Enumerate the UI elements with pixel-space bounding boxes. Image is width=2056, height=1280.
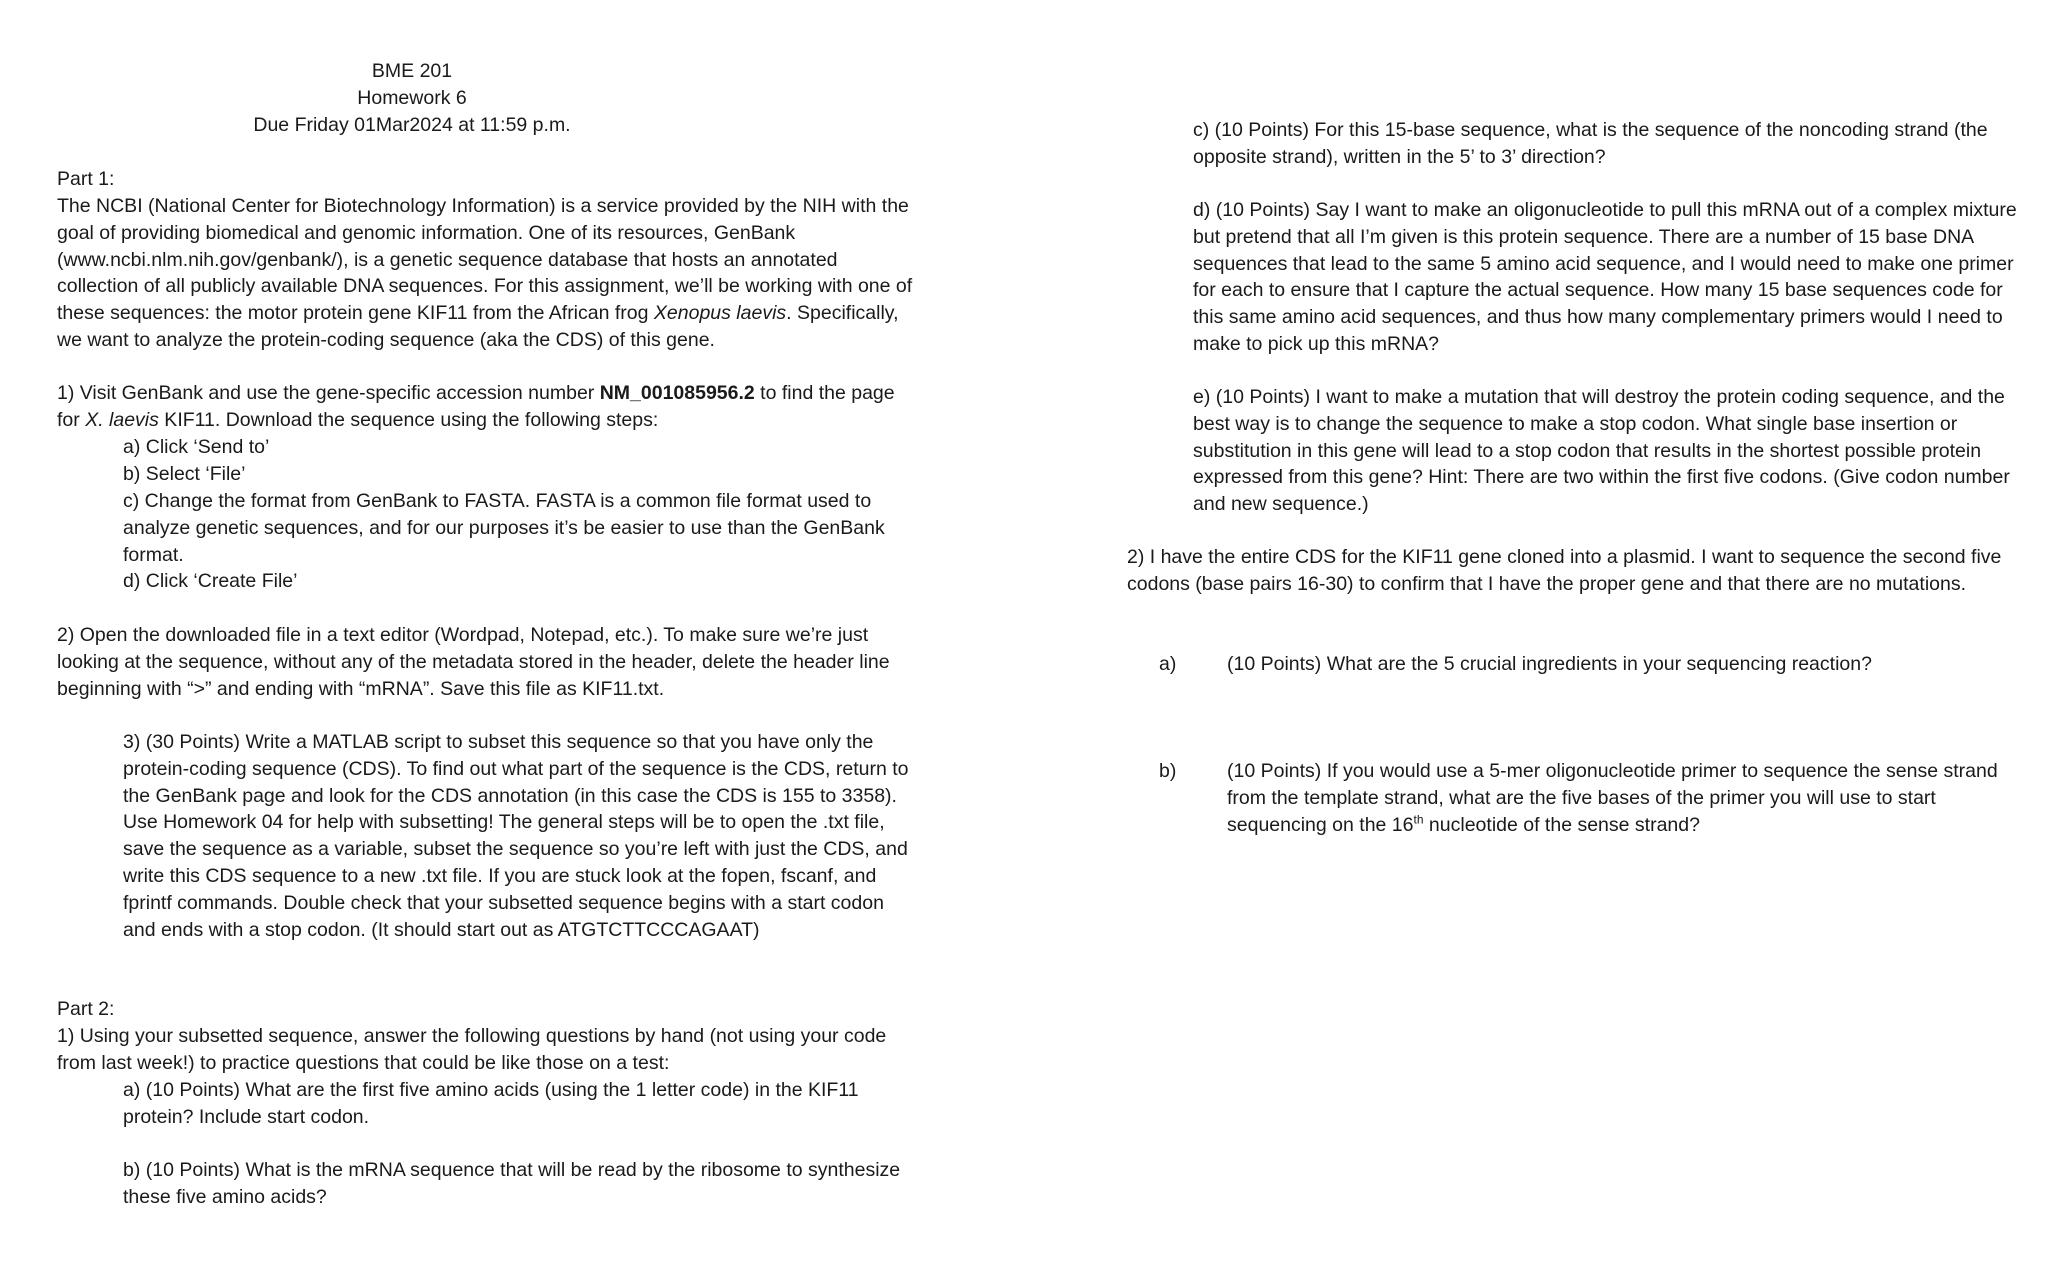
part1-heading: Part 1:	[57, 168, 115, 190]
part2-question-1d: d) (10 Points) Say I want to make an oligonucleotide to pull this mRNA out of a complex mixture but pretend that all I’m given is this protein sequence. There are a number of 15 base DNA sequences that lead to the same 5 amino acid sequence, and I would need to make one primer for each to ensure that I capture the actual sequence. How many 15 base sequences code for this same amino acid sequences, and thus how many complementary primers would I need to make to pick up this mRNA?	[1193, 199, 2017, 355]
part1-question-2: 2) Open the downloaded file in a text editor (Wordpad, Notepad, etc.). To make sure we’re just looking at the sequence, without any of the metadata stored in the header, delete the header line beginning with “>” and ending with “mRNA”. Save this file as KIF11.txt.	[57, 624, 890, 700]
part1-question-3: 3) (30 Points) Write a MATLAB script to subset this sequence so that you have only the protein-coding sequence (CDS). To find out what part of the sequence is the CDS, return to the GenBank page and look for the CDS annotation (in this case the CDS is 155 to 3358). Use Homework 04 for help with subsetting! The general steps will be to open the .txt file, save the sequence as a variable, subset the sequence so you’re left with just the CDS, and write this CDS sequence to a new .txt file. If you are stuck look at the fopen, fscanf, and fprintf commands. Double check that your subsetted sequence begins with a start codon and ends with a stop codon. (It should start out as ATGTCTTCCCAGAAT)	[123, 731, 909, 941]
step-a: a) Click ‘Send to’	[123, 436, 270, 458]
assignment-title: Homework 6	[357, 87, 467, 109]
step-d: d) Click ‘Create File’	[123, 570, 298, 592]
part2-question-2a: a) (10 Points) What are the 5 crucial ingredients in your sequencing reaction?	[1159, 653, 1872, 675]
part1-question-1: 1) Visit GenBank and use the gene-specific accession number NM_001085956.2 to find the page for X. laevis KIF11. Download the sequence using the following steps:	[57, 382, 895, 431]
part2-question-2b: b) (10 Points) If you would use a 5-mer oligonucleotide primer to sequence the sense strand from the template strand, what are the five bases of the primer you will use to start sequencing on the 16th nucleotide of the sense strand?	[1159, 760, 1998, 836]
part2-question-1b: b) (10 Points) What is the mRNA sequence that will be read by the ribosome to synthesize these five amino acids?	[123, 1159, 901, 1208]
step-c: c) Change the format from GenBank to FASTA. FASTA is a common file format used to analyze genetic sequences, and for our purposes it’s be easier to use than the GenBank format.	[123, 490, 885, 566]
due-date: Due Friday 01Mar2024 at 11:59 p.m.	[253, 114, 571, 136]
course-title: BME 201	[371, 60, 453, 82]
part2-question-1c: c) (10 Points) For this 15-base sequence, what is the sequence of the noncoding strand (the opposite strand), written in the 5’ to 3’ direction?	[1193, 119, 1988, 168]
part2-question-2: 2) I have the entire CDS for the KIF11 gene cloned into a plasmid. I want to sequence the second five codons (base pairs 16-30) to confirm that I have the proper gene and that there are no mutations.	[1127, 546, 2002, 595]
step-b: b) Select ‘File’	[123, 463, 246, 485]
part2-question-1: 1) Using your subsetted sequence, answer the following questions by hand (not using your code from last week!) to practice questions that could be like those on a test:	[57, 1025, 887, 1074]
part2-question-1a: a) (10 Points) What are the first five amino acids (using the 1 letter code) in the KIF11 protein? Include start codon.	[123, 1079, 859, 1128]
part2-question-1e: e) (10 Points) I want to make a mutation that will destroy the protein coding sequence, and the best way is to change the sequence to make a stop codon. What single base insertion or substitution in this gene will lead to a stop codon that results in the shortest possible protein expressed from this gene? Hint: There are two within the first five codons. (Give codon number and new sequence.)	[1193, 386, 2010, 516]
part1-intro: The NCBI (National Center for Biotechnology Information) is a service provided by the NIH with the goal of providing biomedical and genomic information. One of its resources, GenBank (www.ncbi.nlm.nih.gov/genbank/), is a genetic sequence database that hosts an annotated collection of all publicly available DNA sequences. For this assignment, we’ll be working with one of these sequences: the motor protein gene KIF11 from the African frog Xenopus laevis. Specifically, we want to analyze the protein-coding sequence (aka the CDS) of this gene.	[57, 195, 913, 351]
part2-heading: Part 2:	[57, 998, 115, 1020]
